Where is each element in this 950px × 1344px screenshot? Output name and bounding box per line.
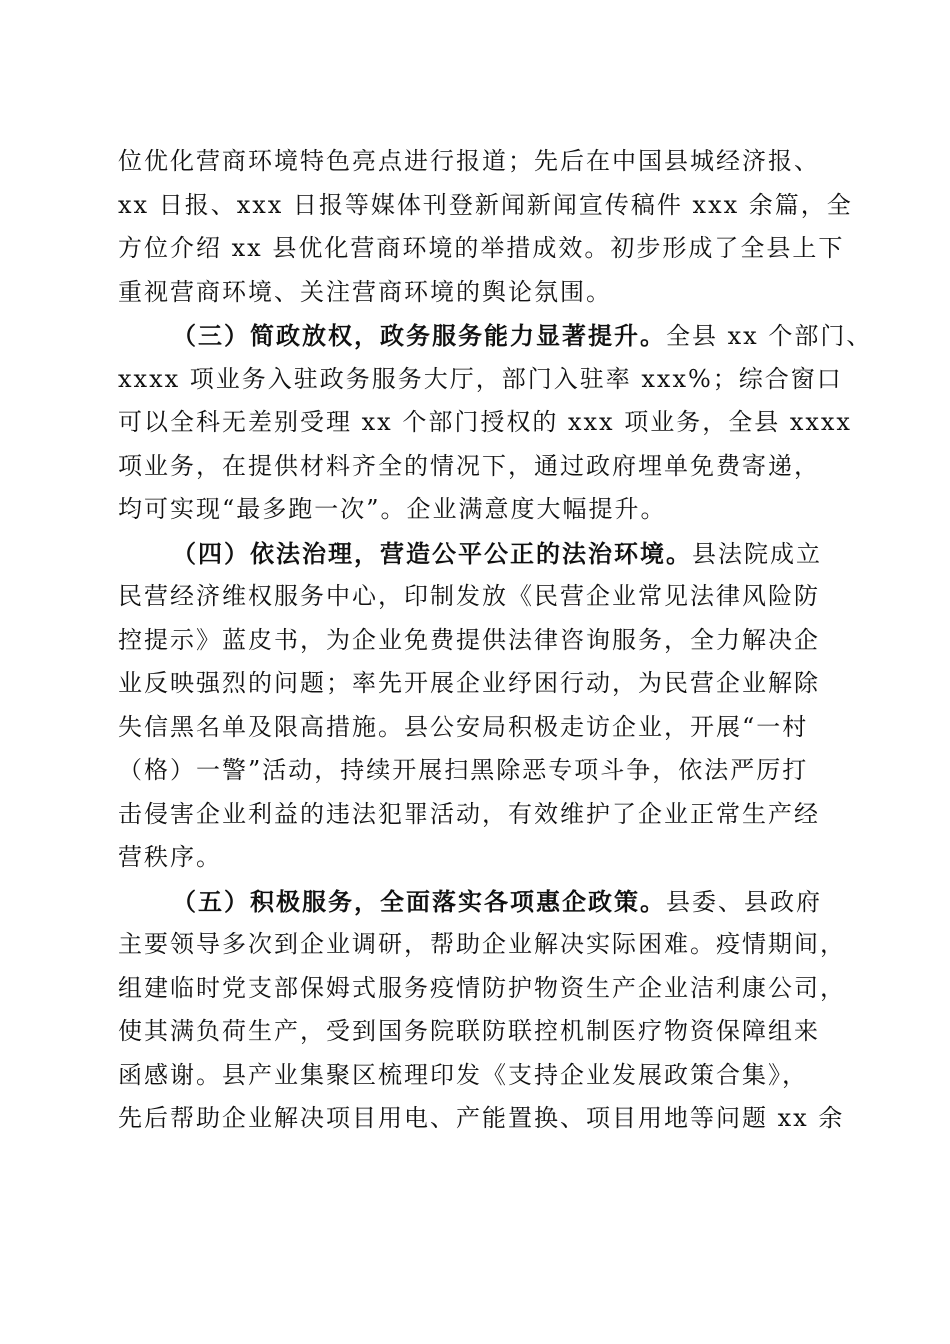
text-line: 主要领导多次到企业调研，帮助企业解决实际困难。疫情期间， <box>118 930 846 958</box>
paragraph <box>118 314 873 532</box>
text-line: 函感谢。县产业集聚区梳理印发《支持企业发展政策合集》， <box>118 1060 808 1089</box>
text-line: 组建临时党支部保姆式服务疫情防护物资生产企业洁利康公司， <box>118 973 846 1002</box>
paragraph <box>118 532 828 880</box>
section-heading: （三）简政放权，政务服务能力显著提升。 <box>172 321 666 350</box>
text-line <box>118 880 828 924</box>
paragraph <box>118 880 846 1141</box>
text-line: 使其满负荷生产，受到国务院联防联控机制医疗物资保障组来 <box>118 1017 820 1045</box>
text-line: 可以全科无差别受理 xx 个部门授权的 xxx 项业务，全县 xxxx <box>118 408 852 436</box>
text-line: 业反映强烈的问题；率先开展企业纾困行动，为民营企业解除 <box>118 669 820 697</box>
text-line: （格）一警”活动，持续开展扫黑除恶专项斗争，依法严厉打 <box>118 756 809 784</box>
text-span: 县委、县政府 <box>666 887 822 916</box>
text-line: 均可实现“最多跑一次”。企业满意度大幅提升。 <box>118 495 667 523</box>
section-heading: （五）积极服务，全面落实各项惠企政策。 <box>172 886 666 916</box>
text-line: 方位介绍 xx 县优化营商环境的举措成效。初步形成了全县上下 <box>118 234 845 262</box>
text-line: 位优化营商环境特色亮点进行报道；先后在中国县城经济报、 <box>118 147 820 175</box>
text-line <box>118 314 873 358</box>
text-line: 击侵害企业利益的违法犯罪活动，有效维护了企业正常生产经 <box>118 799 820 828</box>
document-body <box>118 140 873 1141</box>
text-span: 全县 xx 个部门、 <box>666 322 873 350</box>
text-line: xxxx 项业务入驻政务服务大厅，部门入驻率 xxx%；综合窗口 <box>118 364 843 393</box>
text-line: 项业务，在提供材料齐全的情况下，通过政府埋单免费寄递， <box>118 451 820 480</box>
paragraph <box>118 140 853 314</box>
section-heading: （四）依法治理，营造公平公正的法治环境。 <box>172 538 692 568</box>
text-line: xx 日报、xxx 日报等媒体刊登新闻新闻宣传稿件 xxx 余篇，全 <box>118 190 853 219</box>
text-line: 先后帮助企业解决项目用电、产能置换、项目用地等问题 xx 余 <box>118 1104 845 1132</box>
text-line: 控提示》蓝皮书，为企业免费提供法律咨询服务，全力解决企 <box>118 625 820 654</box>
text-line: 营秩序。 <box>118 843 222 871</box>
text-line: 重视营商环境、关注营商环境的舆论氛围。 <box>118 277 612 306</box>
text-line: 失信黑名单及限高措施。县公安局积极走访企业，开展“一村 <box>118 712 809 741</box>
text-line: 民营经济维权服务中心，印制发放《民营企业常见法律风险防 <box>118 582 820 610</box>
text-span: 县法院成立 <box>692 539 822 568</box>
text-line <box>118 532 828 576</box>
